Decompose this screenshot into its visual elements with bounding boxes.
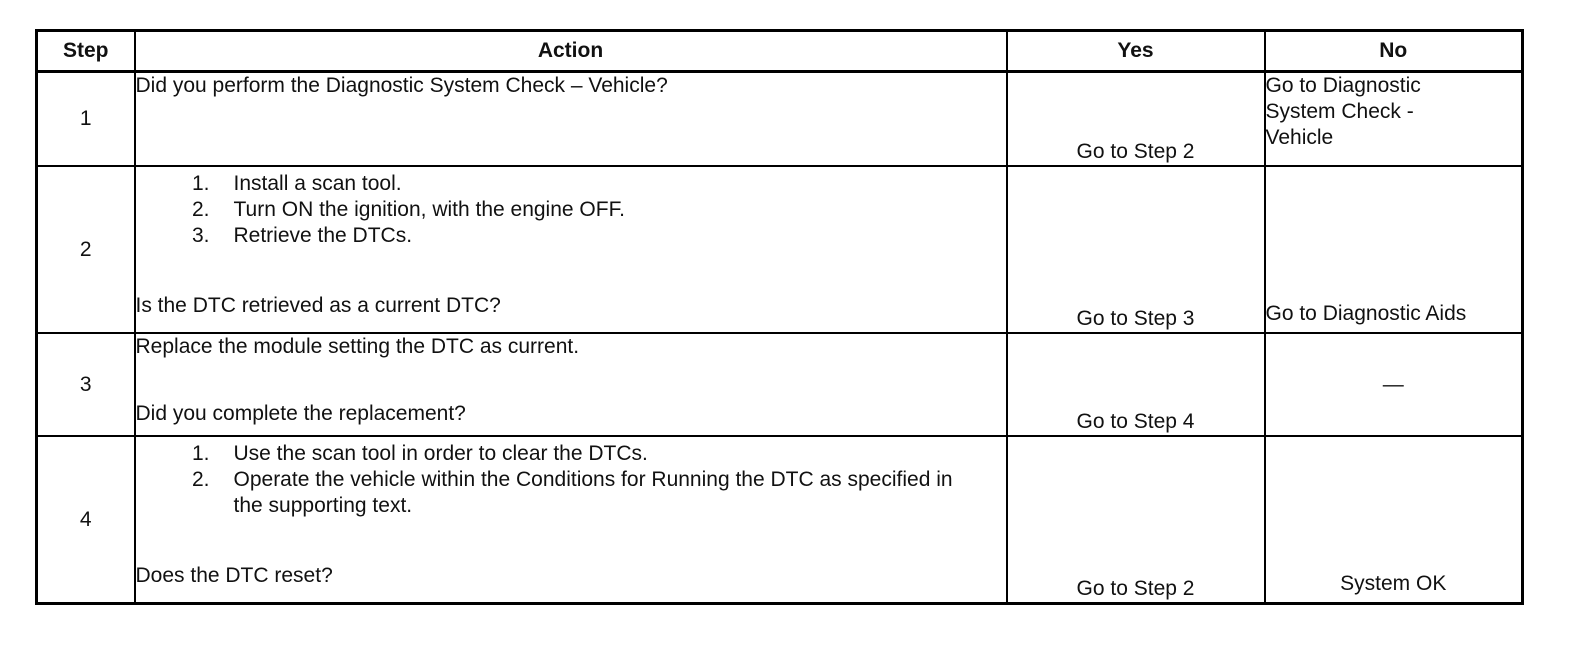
table-row [37,166,1523,333]
list-item-number: 3. [191,224,210,247]
list-item-number: 1. [191,442,210,465]
table-row [37,333,1523,436]
action-cell [135,333,1007,436]
list-item [136,197,1006,223]
list-item [136,467,1006,519]
yes-cell: Go to Step 3 [1007,166,1265,333]
header-yes: Yes [1007,31,1265,72]
action-cell [135,436,1007,604]
question-text: Does the DTC reset? [135,564,333,587]
list-item [136,441,1006,467]
step-number: 1 [37,72,135,167]
header-step: Step [37,31,135,72]
list-item-number: 2. [191,198,210,221]
yes-cell: Go to Step 2 [1007,436,1265,604]
diagnostic-table [35,29,1524,605]
no-cell: System OK [1265,436,1523,604]
table-row [37,72,1523,167]
step-number: 4 [37,436,135,604]
header-action: Action [135,31,1007,72]
no-cell: Go to Diagnostic Aids [1265,166,1523,333]
list-item [136,223,1006,249]
list-item-text: Use the scan tool in order to clear the DTCs. [233,442,648,465]
step-number: 3 [37,333,135,436]
action-text: Did you perform the Diagnostic System Check – Vehicle? [135,74,668,97]
action-cell [135,166,1007,333]
yes-cell: Go to Step 4 [1007,333,1265,436]
question-text: Did you complete the replacement? [135,402,466,425]
no-cell [1265,72,1523,167]
header-row [37,31,1523,72]
list-item [136,171,1006,197]
action-cell [135,72,1007,167]
action-steps-list [136,441,1006,519]
action-text: Replace the module setting the DTC as current. [135,335,580,358]
list-item-number: 1. [191,172,210,195]
table-row [37,436,1523,604]
list-item-text: Install a scan tool. [233,172,402,195]
question-text: Is the DTC retrieved as a current DTC? [135,294,501,317]
yes-cell: Go to Step 2 [1007,72,1265,167]
list-item-text: Operate the vehicle within the Conditions for Running the DTC as specified in the supporting text. [233,468,953,517]
step-number: 2 [37,166,135,333]
list-item-number: 2. [191,468,210,491]
header-no: No [1265,31,1523,72]
list-item-text: Retrieve the DTCs. [233,224,413,247]
no-text: Go to Diagnostic System Check - Vehicle [1265,74,1421,149]
no-cell: — [1265,333,1523,436]
list-item-text: Turn ON the ignition, with the engine OFF. [233,198,625,221]
action-steps-list [136,171,1006,249]
